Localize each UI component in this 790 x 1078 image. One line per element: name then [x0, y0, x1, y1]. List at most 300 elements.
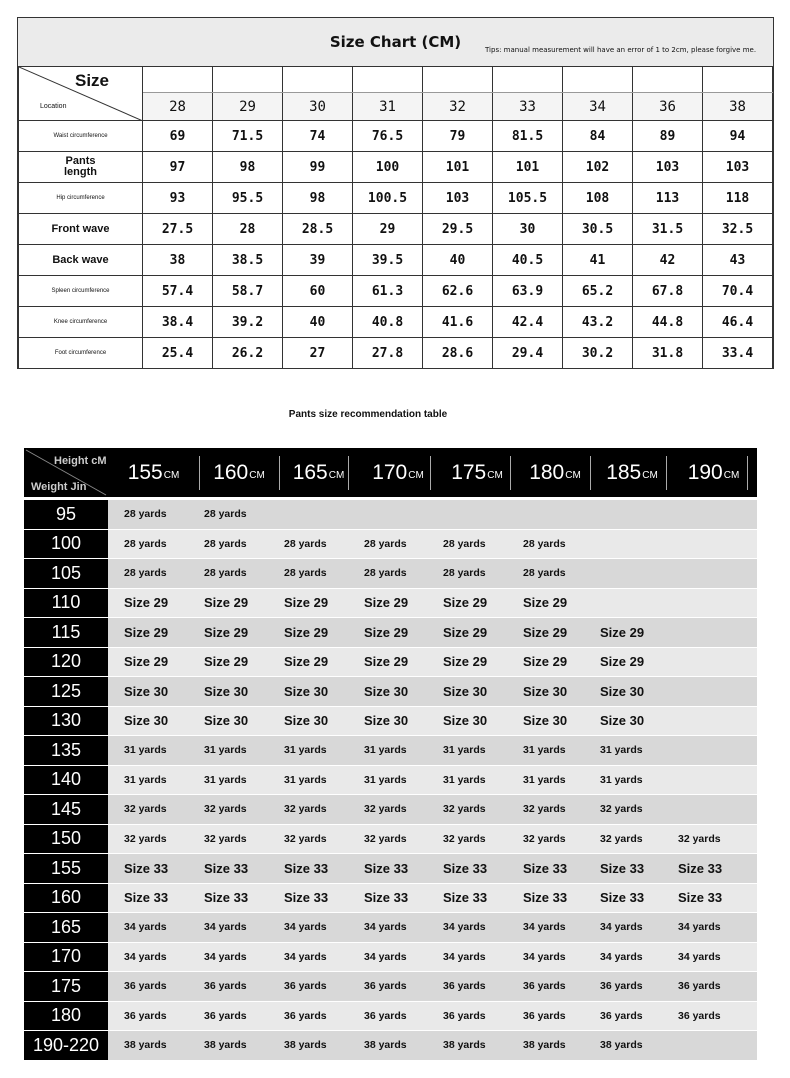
recommended-size-cell: Size 29 [124, 624, 169, 640]
corner-size-label: Size [75, 71, 110, 90]
measurement-value: 79 [423, 121, 493, 152]
recommended-size-cell: Size 30 [523, 683, 568, 699]
size-chart-table [18, 66, 773, 369]
recommended-size-cell: Size 30 [443, 713, 488, 729]
recommended-size-cell: Size 30 [124, 713, 169, 729]
recommended-size-cell: 31 yards [600, 744, 643, 756]
measurement-value: 43 [703, 245, 773, 276]
measurement-value: 30.2 [563, 338, 633, 369]
measurement-value: 101 [423, 152, 493, 183]
height-unit: CM [565, 470, 581, 481]
recommended-size-cell: Size 33 [364, 860, 409, 876]
recommended-size-cell: 28 yards [124, 567, 167, 579]
recommended-size-cell: 31 yards [523, 744, 566, 756]
height-value: 185 [606, 460, 642, 484]
weight-cell: 160 [24, 884, 108, 913]
size-chart-title: Size Chart (CM) [329, 33, 462, 51]
corner-location-label: Location [40, 103, 67, 110]
measurement-value: 108 [563, 183, 633, 214]
measurement-value: 33.4 [703, 338, 773, 369]
recommended-size-cell: Size 29 [284, 654, 329, 670]
measurement-value: 27 [283, 338, 353, 369]
recommended-size-cell: 38 yards [600, 1039, 643, 1051]
recommended-size-cell: 36 yards [678, 980, 721, 992]
recommended-size-cell: 36 yards [364, 980, 407, 992]
header-separator [430, 456, 431, 490]
size-header-blank-cell [353, 67, 423, 93]
recommended-size-cell: 34 yards [124, 950, 167, 963]
recommended-size-cell: Size 30 [364, 683, 409, 699]
recommended-size-cell: Size 33 [678, 890, 723, 906]
recommended-size-cell: 34 yards [124, 921, 167, 933]
measurement-value: 113 [633, 183, 703, 214]
size-header-blank-cell [143, 67, 213, 93]
recommended-size-cell: 31 yards [284, 773, 327, 786]
size-location-corner [19, 67, 143, 121]
recommended-size-cell: 31 yards [124, 773, 167, 786]
recommended-size-cell: Size 30 [204, 713, 249, 729]
measurement-value: 39.5 [353, 245, 423, 276]
measurement-value: 102 [563, 152, 633, 183]
header-separator [666, 456, 667, 490]
recommended-size-cell: 28 yards [523, 567, 566, 579]
size-header-cell: 31 [353, 93, 423, 121]
measurement-value: 42.4 [493, 307, 563, 338]
recommended-size-cell: Size 33 [600, 860, 645, 876]
weight-cell: 100 [24, 530, 108, 559]
recommended-size-cell: Size 30 [600, 683, 645, 699]
recommended-size-cell: 36 yards [284, 1009, 327, 1022]
measurement-value: 38.5 [213, 245, 283, 276]
recommended-size-cell: 32 yards [364, 832, 407, 845]
measurement-value: 44.8 [633, 307, 703, 338]
measurement-label: Knee circumference [19, 307, 143, 338]
size-header-blank-cell [213, 67, 283, 93]
recommended-size-cell: 32 yards [284, 803, 327, 815]
height-column-header [594, 448, 670, 497]
recommended-size-cell: 31 yards [364, 773, 407, 786]
weight-row [24, 559, 757, 588]
height-axis-label: Height cM [54, 455, 107, 467]
recommended-size-cell: 38 yards [204, 1039, 247, 1051]
recommended-size-cell: Size 29 [204, 654, 249, 670]
recommended-size-cell: 32 yards [124, 803, 167, 815]
measurement-row [19, 245, 773, 276]
recommendation-header [24, 448, 757, 497]
recommended-size-cell: Size 29 [443, 624, 488, 640]
measurement-value: 71.5 [213, 121, 283, 152]
measurement-value: 43.2 [563, 307, 633, 338]
recommended-size-cell: 31 yards [523, 773, 566, 786]
measurement-value: 62.6 [423, 276, 493, 307]
height-column-header [199, 448, 279, 497]
weight-cell: 145 [24, 795, 108, 824]
recommended-size-cell: Size 33 [204, 890, 249, 906]
recommended-size-cell: 31 yards [443, 773, 486, 786]
weight-cell: 115 [24, 618, 108, 647]
weight-cell: 105 [24, 559, 108, 588]
recommended-size-cell: 36 yards [284, 980, 327, 992]
measurement-value: 40.5 [493, 245, 563, 276]
recommended-size-cell: 34 yards [600, 950, 643, 963]
weight-cell: 155 [24, 854, 108, 883]
height-unit: CM [642, 470, 658, 481]
recommended-size-cell: 34 yards [284, 950, 327, 963]
measurement-value: 97 [143, 152, 213, 183]
height-unit: CM [249, 470, 265, 481]
measurement-value: 27.8 [353, 338, 423, 369]
measurement-row [19, 338, 773, 369]
measurement-value: 30.5 [563, 214, 633, 245]
recommended-size-cell: 34 yards [600, 921, 643, 933]
measurement-value: 60 [283, 276, 353, 307]
height-value: 190 [687, 460, 723, 484]
recommended-size-cell: 36 yards [523, 980, 566, 992]
recommended-size-cell: 31 yards [443, 744, 486, 756]
recommended-size-cell: 32 yards [523, 803, 566, 815]
measurement-value: 46.4 [703, 307, 773, 338]
height-value: 170 [372, 460, 408, 484]
size-chart-header [18, 18, 773, 67]
recommended-size-cell: Size 33 [124, 890, 169, 906]
weight-row [24, 618, 757, 647]
recommended-size-cell: Size 33 [443, 860, 488, 876]
size-chart [17, 17, 774, 369]
height-column-header [279, 448, 358, 497]
recommendation-table [24, 448, 757, 1055]
recommended-size-cell: 32 yards [443, 803, 486, 815]
header-separator [279, 456, 280, 490]
measurement-value: 76.5 [353, 121, 423, 152]
measurement-value: 63.9 [493, 276, 563, 307]
weight-cell: 130 [24, 707, 108, 736]
weight-row [24, 530, 757, 559]
weight-row [24, 648, 757, 677]
recommended-size-cell: 36 yards [124, 1009, 167, 1022]
recommended-size-cell: Size 30 [204, 683, 249, 699]
recommended-size-cell: Size 33 [523, 890, 568, 906]
height-column-header [516, 448, 594, 497]
height-unit: CM [487, 470, 503, 481]
recommended-size-cell: Size 33 [204, 860, 249, 876]
recommended-size-cell: 32 yards [443, 832, 486, 845]
measurement-value: 41 [563, 245, 633, 276]
size-header-cell: 38 [703, 93, 773, 121]
recommended-size-cell: 32 yards [364, 803, 407, 815]
header-separator [747, 456, 748, 490]
recommended-size-cell: 34 yards [443, 921, 486, 933]
measurement-label: Hip circumference [19, 183, 143, 214]
size-header-cell: 32 [423, 93, 493, 121]
size-header-blank-cell [633, 67, 703, 93]
recommended-size-cell: Size 33 [600, 890, 645, 906]
recommended-size-cell: Size 29 [600, 654, 645, 670]
measurement-value: 70.4 [703, 276, 773, 307]
weight-row [24, 884, 757, 913]
measurement-value: 57.4 [143, 276, 213, 307]
measurement-value: 103 [703, 152, 773, 183]
measurement-row [19, 214, 773, 245]
recommended-size-cell: 28 yards [364, 567, 407, 579]
recommended-size-cell: Size 30 [284, 713, 329, 729]
measurement-label: Front wave [19, 214, 143, 245]
measurement-value: 26.2 [213, 338, 283, 369]
recommended-size-cell: 36 yards [124, 980, 167, 992]
measurement-value: 94 [703, 121, 773, 152]
recommended-size-cell: Size 29 [443, 654, 488, 670]
measurement-value: 84 [563, 121, 633, 152]
recommended-size-cell: 34 yards [678, 950, 721, 963]
measurement-value: 98 [213, 152, 283, 183]
measurement-row [19, 152, 773, 183]
measurement-value: 105.5 [493, 183, 563, 214]
recommended-size-cell: 34 yards [364, 950, 407, 963]
weight-cell: 110 [24, 589, 108, 618]
recommended-size-cell: 31 yards [364, 744, 407, 756]
height-unit: CM [328, 470, 345, 481]
weight-row [24, 1002, 757, 1031]
recommended-size-cell: 36 yards [364, 1009, 407, 1022]
weight-row [24, 500, 757, 529]
recommended-size-cell: 38 yards [523, 1039, 566, 1051]
recommended-size-cell: 28 yards [124, 508, 167, 520]
height-value: 165 [292, 460, 328, 484]
measurement-value: 30 [493, 214, 563, 245]
recommended-size-cell: 31 yards [284, 744, 327, 756]
measurement-value: 65.2 [563, 276, 633, 307]
size-header-blank-cell [703, 67, 773, 93]
weight-axis-label: Weight Jin [31, 481, 87, 493]
size-header-cell: 28 [143, 93, 213, 121]
size-header-cell: 29 [213, 93, 283, 121]
measurement-value: 38 [143, 245, 213, 276]
height-column-header [438, 448, 516, 497]
recommended-size-cell: 28 yards [284, 537, 327, 550]
weight-cell: 125 [24, 677, 108, 706]
measurement-value: 74 [283, 121, 353, 152]
recommended-size-cell: 36 yards [204, 1009, 247, 1022]
recommended-size-cell: 28 yards [443, 567, 486, 579]
recommended-size-cell: 36 yards [678, 1009, 721, 1022]
size-header-cell: 34 [563, 93, 633, 121]
recommended-size-cell: Size 30 [284, 683, 329, 699]
measurement-value: 28 [213, 214, 283, 245]
size-header-blank-cell [283, 67, 353, 93]
recommended-size-cell: Size 33 [364, 890, 409, 906]
header-separator [348, 456, 349, 490]
size-header-blank-cell [563, 67, 633, 93]
recommended-size-cell: 36 yards [523, 1009, 566, 1022]
recommended-size-cell: 31 yards [124, 744, 167, 756]
measurement-value: 58.7 [213, 276, 283, 307]
recommended-size-cell: 34 yards [204, 950, 247, 963]
measurement-row [19, 183, 773, 214]
recommended-size-cell: 28 yards [124, 537, 167, 550]
header-separator [199, 456, 200, 490]
measurement-label: Spleen circumference [19, 276, 143, 307]
recommended-size-cell: Size 29 [523, 624, 568, 640]
measurement-value: 40 [423, 245, 493, 276]
recommended-size-cell: 28 yards [204, 537, 247, 550]
recommended-size-cell: 32 yards [204, 803, 247, 815]
weight-row [24, 795, 757, 824]
recommended-size-cell: Size 29 [124, 654, 169, 670]
recommended-size-cell: 32 yards [678, 832, 721, 845]
weight-row [24, 589, 757, 618]
measurement-label: Waist circumference [19, 121, 143, 152]
weight-row [24, 943, 757, 972]
height-column-header [358, 448, 438, 497]
measurement-value: 28.6 [423, 338, 493, 369]
recommended-size-cell: 38 yards [364, 1039, 407, 1051]
recommended-size-cell: Size 29 [204, 624, 249, 640]
recommended-size-cell: 36 yards [600, 1009, 643, 1022]
measurement-value: 28.5 [283, 214, 353, 245]
measurement-value: 31.8 [633, 338, 703, 369]
height-value: 180 [529, 460, 565, 484]
measurement-value: 61.3 [353, 276, 423, 307]
recommended-size-cell: 36 yards [600, 980, 643, 992]
size-chart-tips: Tips: manual measurement will have an error of 1 to 2cm, please forgive me. [485, 46, 757, 54]
recommended-size-cell: 31 yards [204, 773, 247, 786]
recommended-size-cell: Size 29 [600, 624, 645, 640]
recommended-size-cell: Size 29 [284, 624, 329, 640]
recommendation-corner [24, 448, 108, 497]
recommended-size-cell: 32 yards [523, 832, 566, 845]
size-header-cell: 30 [283, 93, 353, 121]
measurement-value: 29.5 [423, 214, 493, 245]
recommended-size-cell: Size 33 [284, 860, 329, 876]
height-unit: CM [408, 470, 424, 481]
recommended-size-cell: Size 33 [678, 860, 723, 876]
measurement-row [19, 307, 773, 338]
recommended-size-cell: 34 yards [204, 921, 247, 933]
header-separator [510, 456, 511, 490]
weight-cell: 95 [24, 500, 108, 529]
height-value: 175 [451, 460, 487, 484]
size-header-blank-cell [493, 67, 563, 93]
recommended-size-cell: 32 yards [124, 832, 167, 845]
measurement-value: 118 [703, 183, 773, 214]
recommended-size-cell: Size 33 [284, 890, 329, 906]
size-header-row-top [19, 67, 773, 93]
recommended-size-cell: Size 29 [204, 595, 249, 611]
recommended-size-cell: Size 30 [443, 683, 488, 699]
weight-row [24, 736, 757, 765]
measurement-value: 40.8 [353, 307, 423, 338]
recommended-size-cell: 28 yards [443, 537, 486, 550]
measurement-label: Foot circumference [19, 338, 143, 369]
recommended-size-cell: Size 33 [124, 860, 169, 876]
recommended-size-cell: 34 yards [678, 921, 721, 933]
recommended-size-cell: 34 yards [364, 921, 407, 933]
measurement-value: 100 [353, 152, 423, 183]
recommended-size-cell: Size 29 [523, 595, 568, 611]
measurement-value: 29.4 [493, 338, 563, 369]
recommended-size-cell: 28 yards [284, 567, 327, 579]
recommended-size-cell: 34 yards [284, 921, 327, 933]
recommended-size-cell: 36 yards [443, 980, 486, 992]
measurement-value: 93 [143, 183, 213, 214]
measurement-value: 98 [283, 183, 353, 214]
recommended-size-cell: 31 yards [600, 773, 643, 786]
recommended-size-cell: 28 yards [523, 537, 566, 550]
header-separator [590, 456, 591, 490]
recommended-size-cell: 36 yards [443, 1009, 486, 1022]
weight-row [24, 1031, 757, 1060]
height-column-header [108, 448, 199, 497]
recommended-size-cell: 38 yards [443, 1039, 486, 1051]
measurement-value: 81.5 [493, 121, 563, 152]
measurement-value: 31.5 [633, 214, 703, 245]
recommended-size-cell: Size 33 [443, 890, 488, 906]
recommended-size-cell: 32 yards [284, 832, 327, 845]
measurement-value: 39.2 [213, 307, 283, 338]
weight-cell: 135 [24, 736, 108, 765]
measurement-value: 27.5 [143, 214, 213, 245]
recommended-size-cell: Size 30 [523, 713, 568, 729]
weight-row [24, 766, 757, 795]
size-header-blank-cell [423, 67, 493, 93]
recommended-size-cell: 28 yards [204, 567, 247, 579]
recommended-size-cell: 38 yards [124, 1039, 167, 1051]
weight-row [24, 677, 757, 706]
measurement-value: 101 [493, 152, 563, 183]
recommended-size-cell: 34 yards [443, 950, 486, 963]
recommended-size-cell: Size 29 [364, 654, 409, 670]
measurement-value: 29 [353, 214, 423, 245]
measurement-value: 89 [633, 121, 703, 152]
recommended-size-cell: Size 29 [364, 624, 409, 640]
measurement-value: 40 [283, 307, 353, 338]
recommended-size-cell: 32 yards [600, 803, 643, 815]
recommended-size-cell: 28 yards [364, 537, 407, 550]
recommended-size-cell: Size 33 [523, 860, 568, 876]
weight-row [24, 972, 757, 1001]
recommended-size-cell: 38 yards [284, 1039, 327, 1051]
weight-cell: 180 [24, 1002, 108, 1031]
recommended-size-cell: Size 29 [124, 595, 169, 611]
measurement-label: Pants length [19, 152, 143, 183]
height-unit: CM [163, 470, 180, 481]
weight-cell: 150 [24, 825, 108, 854]
weight-cell: 190-220 [24, 1031, 108, 1060]
weight-cell: 165 [24, 913, 108, 942]
weight-cell: 120 [24, 648, 108, 677]
measurement-value: 32.5 [703, 214, 773, 245]
measurement-value: 95.5 [213, 183, 283, 214]
recommended-size-cell: 34 yards [523, 921, 566, 933]
recommended-size-cell: Size 29 [523, 654, 568, 670]
recommended-size-cell: 36 yards [204, 980, 247, 992]
weight-row [24, 825, 757, 854]
measurement-value: 42 [633, 245, 703, 276]
measurement-row [19, 121, 773, 152]
recommended-size-cell: Size 30 [600, 713, 645, 729]
measurement-label: Back wave [19, 245, 143, 276]
recommended-size-cell: 31 yards [204, 744, 247, 756]
size-header-cell: 36 [633, 93, 703, 121]
recommended-size-cell: Size 29 [443, 595, 488, 611]
height-column-header [670, 448, 757, 497]
recommended-size-cell: Size 30 [124, 683, 169, 699]
recommended-size-cell: 32 yards [600, 832, 643, 845]
weight-row [24, 707, 757, 736]
height-value: 160 [213, 460, 249, 484]
recommended-size-cell: 34 yards [523, 950, 566, 963]
recommended-size-cell: Size 29 [284, 595, 329, 611]
measurement-value: 100.5 [353, 183, 423, 214]
